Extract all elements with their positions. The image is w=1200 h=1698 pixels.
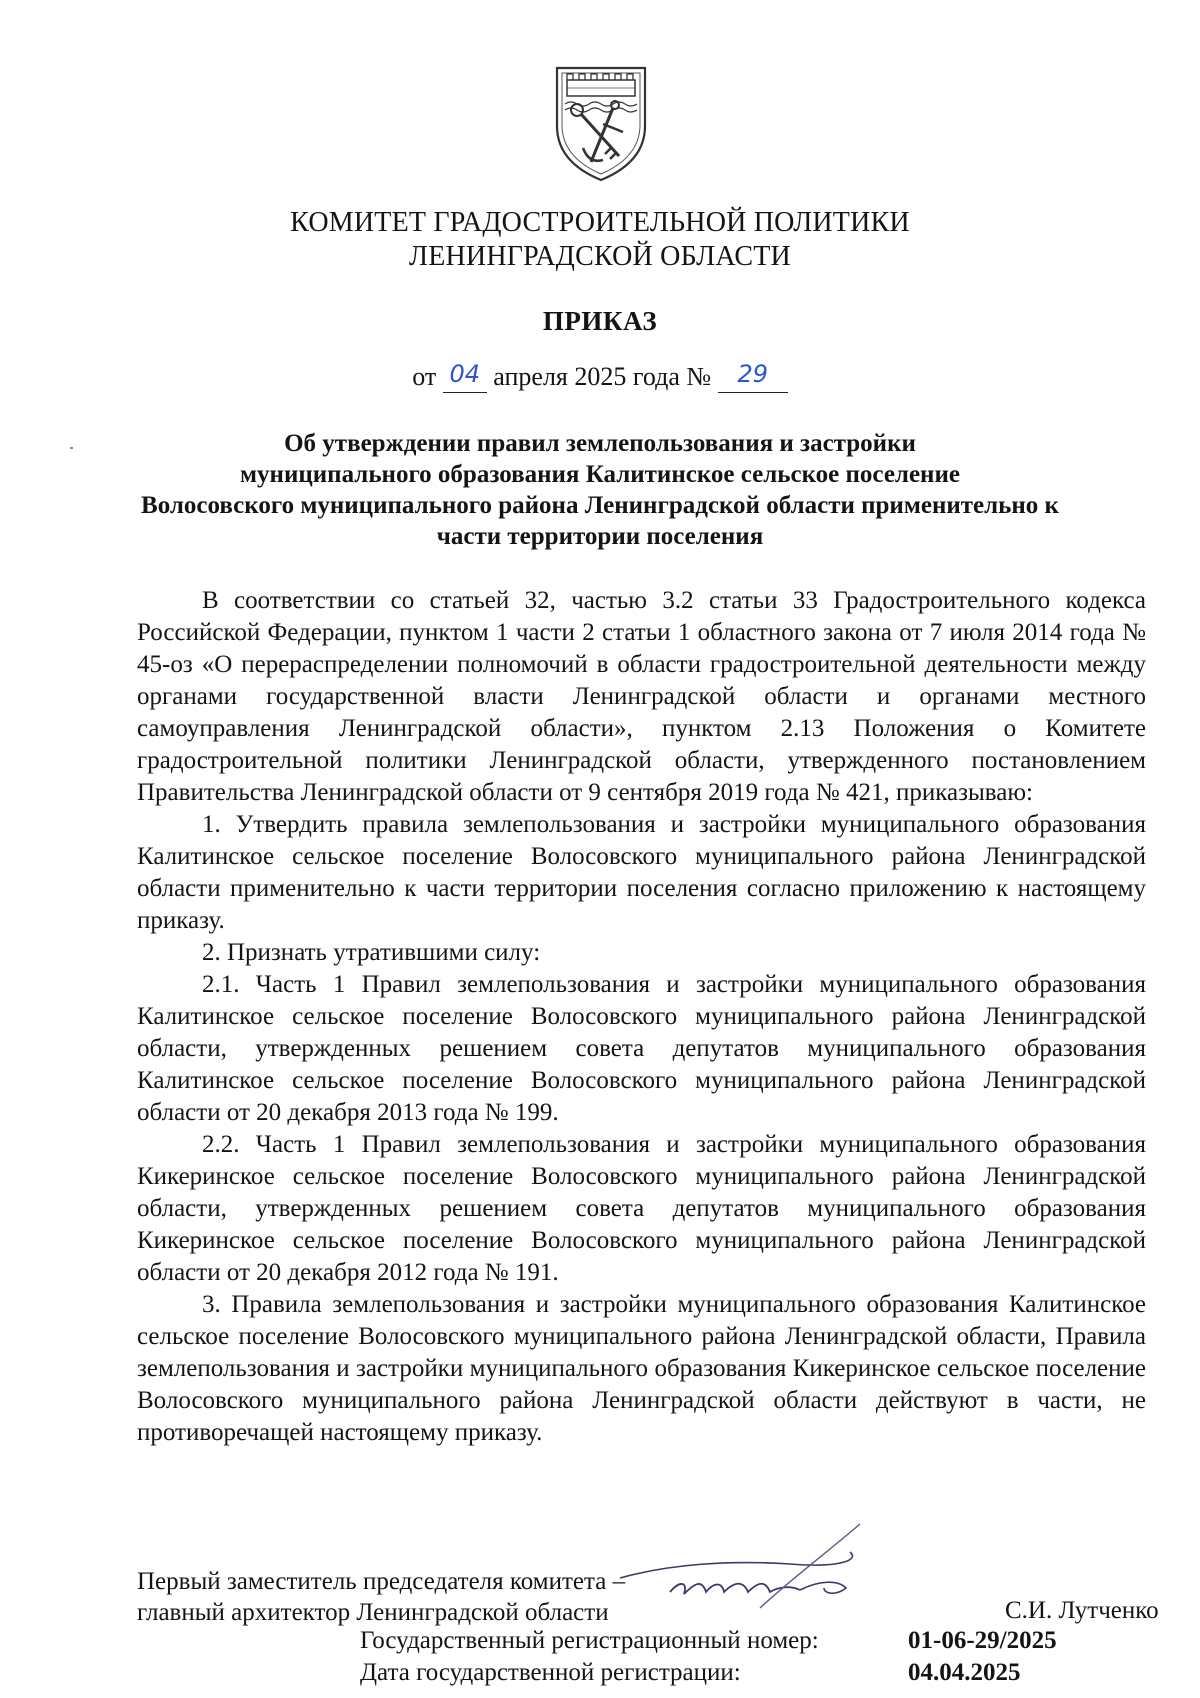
order-day-field [443, 362, 487, 393]
registration-date-label: Дата государственной регистрации: [360, 1659, 741, 1686]
scan-speck [70, 447, 73, 449]
registration-number-row [360, 1627, 1057, 1655]
order-number-handwritten: 29 [737, 360, 768, 388]
handwritten-signature [610, 1520, 970, 1640]
signatory-position-line-2: главный архитектор Ленинградской области [137, 1599, 609, 1626]
item-2-1-paragraph: 2.1. Часть 1 Правил землепользования и застройки муниципального образования Калитинское сельское поселение Волосовского муниципального района Ленинградской области, утвержденных решением совета депутатов муниципального образования Калитинское сельское поселение Волосовского муниципального района Ленинградской области от 20 декабря 2013 года № 199. [137, 971, 1146, 1126]
registration-number-label: Государственный регистрационный номер: [360, 1627, 819, 1654]
title-line: части территории поселения [436, 523, 764, 550]
signatory-name: С.И. Лутченко [1005, 1597, 1159, 1624]
order-day-handwritten: 04 [449, 360, 481, 388]
order-body [137, 585, 1146, 1449]
order-date-line [0, 362, 1200, 393]
signatory-position [137, 1566, 625, 1628]
document-type: ПРИКАЗ [542, 306, 658, 336]
registration-number-value: 01-06-29/2025 [908, 1627, 1057, 1654]
item-2-2-paragraph: 2.2. Часть 1 Правил землепользования и застройки муниципального образования Кикеринское сельское поселение Волосовского муниципального района Ленинградской области, утвержденных решением совета депутатов муниципального образования Кикеринское сельское поселение Волосовского муниципального района Ленинградской области от 20 декабря 2012 года № 191. [137, 1131, 1146, 1286]
item-1-paragraph: 1. Утвердить правила землепользования и застройки муниципального образования Калитинское сельское поселение Волосовского муниципального района Ленинградской области применительно к части территории поселения согласно приложению к настоящему приказу. [137, 811, 1146, 934]
organization-name-line-1: КОМИТЕТ ГРАДОСТРОИТЕЛЬНОЙ ПОЛИТИКИ [290, 207, 910, 238]
title-line: Об утверждении правил землепользования и застройки [284, 430, 916, 457]
organization-name-line-2: ЛЕНИНГРАДСКОЙ ОБЛАСТИ [409, 241, 791, 272]
leningrad-oblast-coat-of-arms-icon [553, 64, 649, 184]
order-title [140, 428, 1060, 552]
preamble-paragraph: В соответствии со статьей 32, частью 3.2 статьи 33 Градостроительного кодекса Российской Федерации, пунктом 1 части 2 статьи 1 областного закона от 7 июля 2014 года № 45-оз «О перераспределении полномочий в области градостроительной деятельности между органами государственной власти Ленинградской области и органами местного самоуправления Ленинградской области», пунктом 2.13 Положения о Комитете градостроительной политики Ленинградской области, утвержденного постановлением Правительства Ленинградской области от 9 сентября 2019 года № 421, приказываю: [137, 587, 1146, 806]
title-line: муниципального образования Калитинское сельское поселение [240, 461, 960, 488]
item-3-paragraph: 3. Правила землепользования и застройки муниципального образования Калитинское сельское поселение Волосовского муниципального района Ленинградской области, Правила землепользования и застройки муниципального образования Кикеринское сельское поселение Волосовского муниципального района Ленинградской области действуют в части, не противоречащей настоящему приказу. [137, 1291, 1146, 1446]
date-middle: апреля 2025 года № [493, 362, 712, 391]
order-number-field [718, 362, 788, 393]
title-line: Волосовского муниципального района Ленинградской области применительно к [141, 492, 1059, 519]
item-2-paragraph: 2. Признать утратившими силу: [202, 939, 541, 966]
signatory-position-line-1: Первый заместитель председателя комитета – [137, 1568, 626, 1595]
registration-date-row [360, 1659, 1021, 1687]
registration-date-value: 04.04.2025 [908, 1659, 1021, 1686]
date-prefix: от [412, 362, 437, 391]
